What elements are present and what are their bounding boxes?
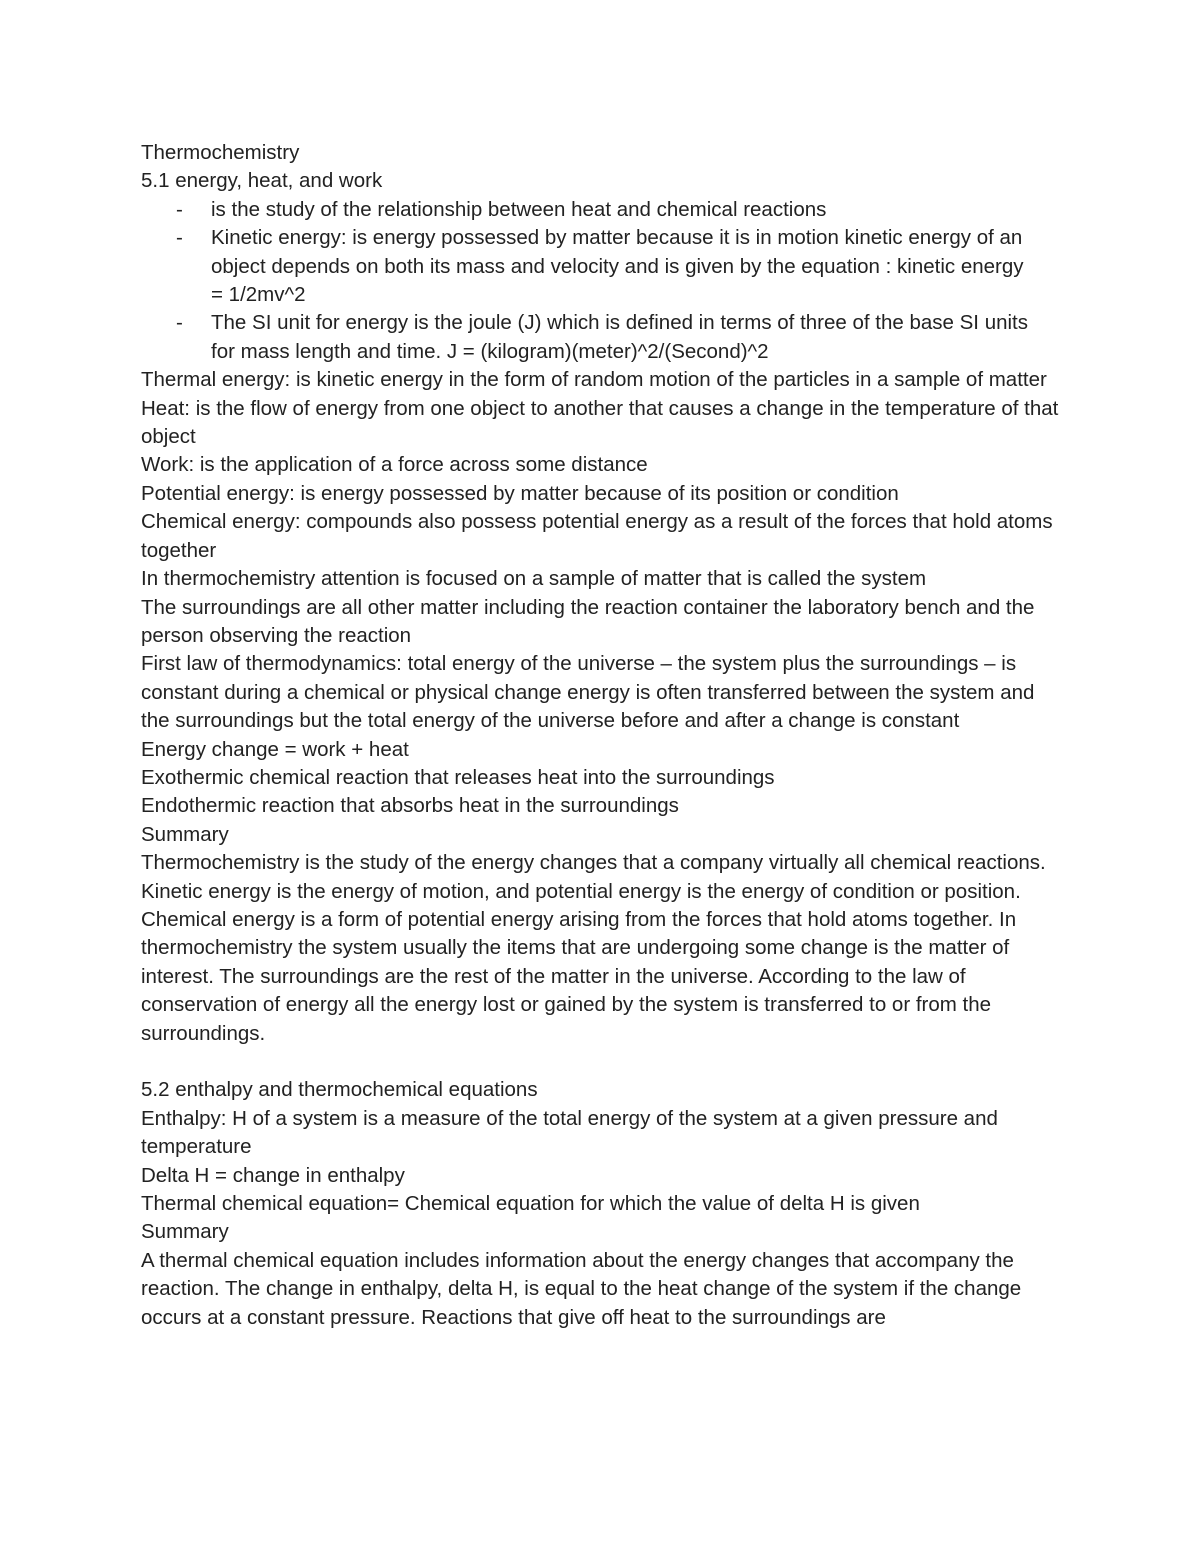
bullet-item (141, 309, 1041, 366)
bullet-text: is the study of the relationship between heat and chemical reactions (211, 197, 827, 221)
definition-chemical-energy: Chemical energy: compounds also possess potential energy as a result of the forces that hold atoms together (141, 510, 1053, 562)
summary-label: Summary (141, 822, 229, 846)
summary-paragraph: Thermochemistry is the study of the energy changes that a company virtually all chemical reactions. Kinetic energy is the energy of motion, and potential energy is the energy of condition or position. Chemical energy is a form of potential energy arising from the forces that hold atoms together. In thermochemistry the system usually the items that are undergoing some change is the matter of interest. The surroundings are the rest of the matter in the universe. According to the law of conservation of energy all the energy lost or gained by the system is transferred to or from the surroundings. (141, 851, 1046, 1045)
bullet-dash: - (176, 226, 183, 250)
document-page (141, 139, 1061, 1332)
definition-work: Work: is the application of a force across some distance (141, 453, 648, 477)
first-law-thermodynamics: First law of thermodynamics: total energy of the universe – the system plus the surroundings – is constant during a chemical or physical change energy is often transferred between the system and the surroundings but the total energy of the universe before and after a change is constant (141, 652, 1035, 733)
bullet-text: The SI unit for energy is the joule (J) which is defined in terms of three of the base SI units for mass length and time. J = (kilogram)(meter)^2/(Second)^2 (211, 311, 1028, 363)
definition-delta-h: Delta H = change in enthalpy (141, 1163, 405, 1187)
definition-enthalpy: Enthalpy: H of a system is a measure of the total energy of the system at a given pressure and temperature (141, 1106, 998, 1159)
bullet-item (141, 196, 1041, 224)
definition-endothermic: Endothermic reaction that absorbs heat in the surroundings (141, 794, 679, 818)
bullet-item (141, 224, 1041, 309)
definition-exothermic: Exothermic chemical reaction that releases heat into the surroundings (141, 765, 775, 789)
bullet-text: Kinetic energy: is energy possessed by matter because it is in motion kinetic energy of an object depends on both its mass and velocity and is given by the equation : kinetic energy = 1/2mv^2 (211, 226, 1024, 307)
section-heading-5-2: 5.2 enthalpy and thermochemical equations (141, 1078, 538, 1102)
bullet-list (141, 196, 1061, 366)
definition-thermochemical-equation: Thermal chemical equation= Chemical equation for which the value of delta H is given (141, 1192, 920, 1216)
summary-label: Summary (141, 1220, 229, 1244)
energy-change-equation: Energy change = work + heat (141, 737, 409, 761)
definition-surroundings: The surroundings are all other matter including the reaction container the laboratory bench and the person observing the reaction (141, 595, 1035, 647)
section-heading-5-1: 5.1 energy, heat, and work (141, 169, 383, 193)
document-title: Thermochemistry (141, 141, 300, 164)
blank-line (141, 1048, 1061, 1076)
summary-paragraph: A thermal chemical equation includes information about the energy changes that accompany the reaction. The change in enthalpy, delta H, is equal to the heat change of the system if the change occurs at a constant pressure. Reactions that give off heat to the surroundings are (141, 1248, 1022, 1329)
definition-potential-energy: Potential energy: is energy possessed by matter because of its position or condition (141, 481, 899, 505)
bullet-dash: - (176, 197, 183, 221)
definition-thermal-energy: Thermal energy: is kinetic energy in the form of random motion of the particles in a sample of matter (141, 368, 1047, 392)
definition-heat: Heat: is the flow of energy from one object to another that causes a change in the temperature of that object (141, 396, 1059, 449)
definition-system: In thermochemistry attention is focused on a sample of matter that is called the system (141, 567, 927, 591)
bullet-dash: - (176, 311, 183, 335)
